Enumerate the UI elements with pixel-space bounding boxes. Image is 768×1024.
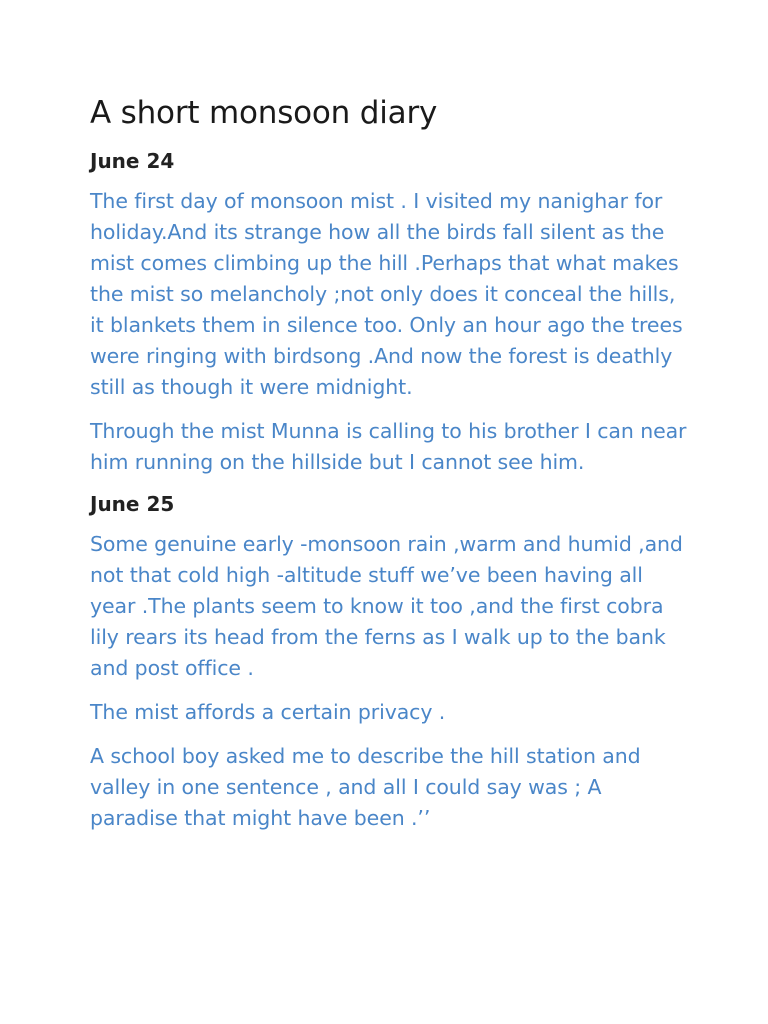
entry-2-paragraph-2: The mist affords a certain privacy . bbox=[90, 700, 446, 724]
entry-date-june-24: June 24 bbox=[90, 149, 175, 173]
entry-1-paragraph-2: Through the mist Munna is calling to his brother I can near him running on the hillside but I cannot see him. bbox=[90, 419, 687, 474]
entry-2-paragraph-3: A school boy asked me to describe the hill station and valley in one sentence , and all I could say was ; A paradise that might have been .’’ bbox=[90, 744, 641, 830]
document-page bbox=[90, 92, 690, 847]
entry-date-june-25: June 25 bbox=[90, 492, 175, 516]
document-title: A short monsoon diary bbox=[90, 95, 438, 131]
entry-1-paragraph-1: The first day of monsoon mist . I visited my nanighar for holiday.And its strange how all the birds fall silent as the mist comes climbing up the hill .Perhaps that what makes the mist so melancholy ;not only does it conceal the hills, it blankets them in silence too. Only an hour ago the trees were ringing with birdsong .And now the forest is deathly still as though it were midnight. bbox=[90, 189, 683, 399]
entry-2-paragraph-1: Some genuine early -monsoon rain ,warm and humid ,and not that cold high -altitude stuff we’ve been having all year .The plants seem to know it too ,and the first cobra lily rears its head from the ferns as I walk up to the bank and post office . bbox=[90, 532, 683, 680]
